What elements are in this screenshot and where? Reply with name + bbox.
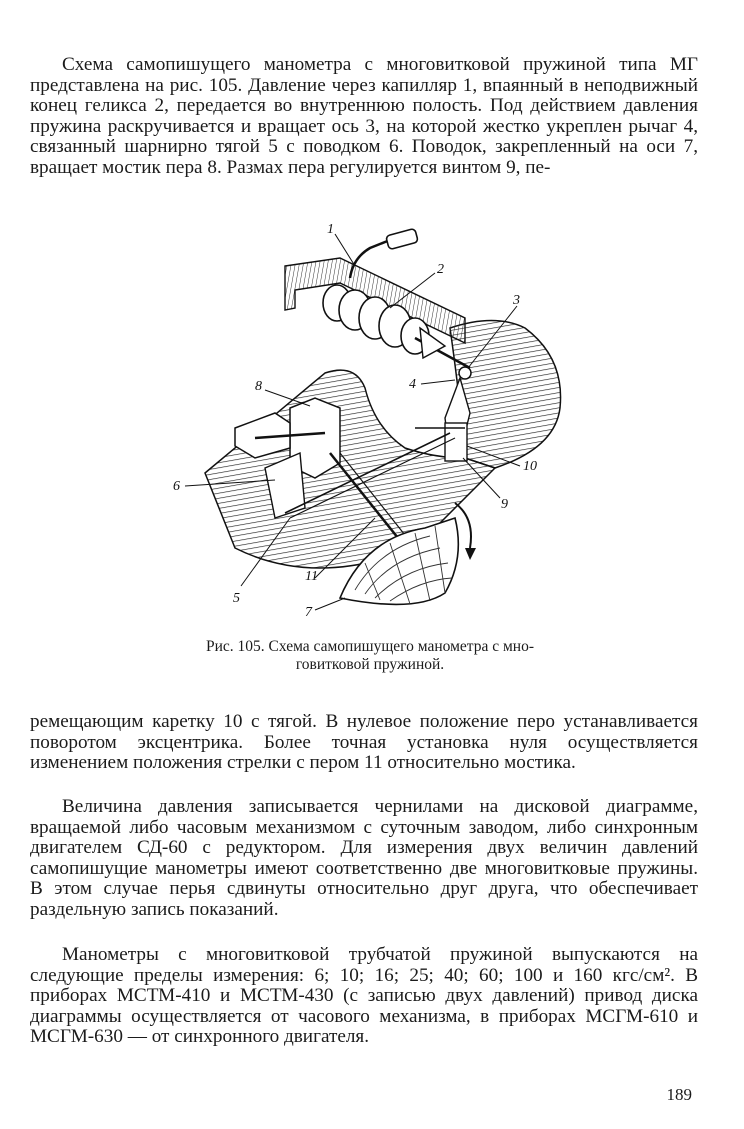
- label-8: 8: [255, 379, 262, 394]
- caption-line-1: Рис. 105. Схема самопишущего манометра с мно-: [205, 638, 535, 655]
- paragraph-continuation: ремещающим каретку 10 с тягой. В нулевое положение перо устанавливается поворотом эксцентрика. Более точная установка нуля осуществляется изменением положения стрелки с пером 11 относительно мостика.: [30, 711, 698, 774]
- label-6: 6: [173, 479, 180, 494]
- label-4: 4: [409, 377, 416, 392]
- label-1: 1: [327, 222, 334, 237]
- label-9: 9: [501, 497, 508, 512]
- page-number: 189: [666, 1085, 692, 1104]
- figure-manometer-diagram: [165, 218, 585, 630]
- capillary-connector: [386, 228, 419, 249]
- label-2: 2: [437, 262, 444, 277]
- carriage-10: [445, 423, 467, 461]
- label-7: 7: [305, 605, 312, 620]
- label-5: 5: [233, 591, 240, 606]
- caption-line-2: говитковой пружиной.: [295, 656, 445, 673]
- manometer-illustration: [165, 218, 585, 630]
- label-11: 11: [305, 569, 318, 584]
- label-3: 3: [513, 293, 520, 308]
- paragraph-models: Манометры с многовитковой трубчатой пружиной выпускаются на следующие пределы измерения: 6; 10; 16; 25; 40; 60; 100 и 160 кгс/см². В приборах МСТМ-410 и МСТМ-430 (с записью двух давлений) привод диска диаграммы осуществляется от часового механизма, в приборах МСГМ-610 и МСГМ-630 — от синхронного двигателя.: [30, 944, 698, 1048]
- paragraph-intro: Схема самопишущего манометра с многовитковой пружиной типа МГ представлена на рис. 105. Давление через капилляр 1, впаянный в неподвижный конец геликса 2, передается во внутреннюю полость. Под действием давления пружина раскручивается и вращает ось 3, на которой жестко укреплен рычаг 4, связанный шарнирно тягой 5 с поводком 6. Поводок, закрепленный на оси 7, вращает мостик пера 8. Размах пера регулируется винтом 9, пе-: [30, 54, 698, 178]
- figure-caption: [150, 638, 590, 674]
- paragraph-recording: Величина давления записывается чернилами на дисковой диаграмме, вращаемой либо часовым механизмом с суточным заводом, либо синхронным двигателем СД-60 с редуктором. Для измерения двух величин давлений самопишущие манометры имеют соответственно две многовитковые пружины. В этом случае перья сдвинуты относительно друг друга, что обеспечивает раздельную запись показаний.: [30, 796, 698, 920]
- label-10: 10: [523, 459, 537, 474]
